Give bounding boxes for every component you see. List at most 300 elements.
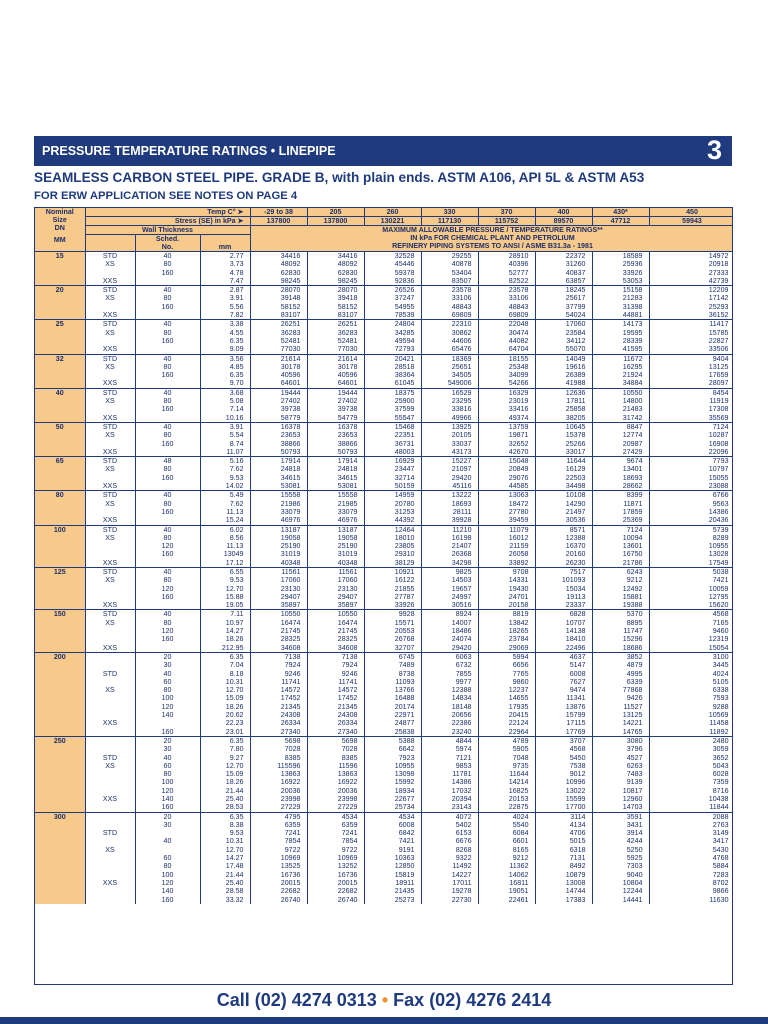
table-row — [35, 795, 733, 803]
pressure-cell: 9853 — [421, 762, 478, 770]
pressure-cell: 16122 — [364, 576, 421, 584]
pressure-cell: 13028 — [649, 550, 733, 558]
phone-number[interactable]: Call (02) 4274 0313 — [216, 990, 377, 1010]
pressure-cell: 16736 — [250, 871, 307, 879]
temp-value: 400 — [535, 208, 592, 217]
sched-cell: 80 — [135, 260, 200, 268]
pressure-cell: 15558 — [307, 491, 364, 500]
pressure-cell: 15468 — [364, 422, 421, 431]
wall-mm-cell: 25.40 — [200, 795, 250, 803]
pressure-cell: 11892 — [649, 728, 733, 737]
sched-cell — [135, 644, 200, 653]
dn-cell — [35, 846, 85, 854]
pressure-cell: 10797 — [649, 465, 733, 473]
dn-cell — [35, 770, 85, 778]
pressure-cell: 7359 — [649, 778, 733, 786]
pressure-cell: 98245 — [307, 277, 364, 286]
pressure-cell: 48843 — [421, 303, 478, 311]
pressure-cell: 7421 — [364, 837, 421, 845]
pressure-cell: 3149 — [649, 829, 733, 837]
dn-cell: 100 — [35, 525, 85, 534]
class-cell — [85, 887, 135, 895]
pressure-cell: 39928 — [421, 516, 478, 525]
temp-value: -29 to 38 — [250, 208, 307, 217]
pressure-cell: 28662 — [592, 482, 649, 491]
sched-cell: 30 — [135, 821, 200, 829]
pressure-cell: 16378 — [307, 422, 364, 431]
dn-cell — [35, 550, 85, 558]
pressure-cell: 18693 — [592, 474, 649, 482]
wall-mm-cell: 12.70 — [200, 686, 250, 694]
pressure-cell: 21786 — [592, 559, 649, 568]
sched-cell — [135, 719, 200, 727]
pressure-cell: 20158 — [478, 601, 535, 610]
pressure-cell: 20174 — [364, 703, 421, 711]
pressure-cell: 21097 — [421, 465, 478, 473]
sched-cell: 160 — [135, 337, 200, 345]
note-line-1: MAXIMUM ALLOWABLE PRESSURE / TEMPERATURE RATINGS** — [382, 226, 603, 234]
class-cell: STD — [85, 422, 135, 431]
pressure-cell: 22677 — [364, 795, 421, 803]
pressure-cell: 16329 — [478, 388, 535, 397]
pressure-cell: 16529 — [421, 388, 478, 397]
pressure-cell: 3652 — [649, 754, 733, 762]
pressure-cell: 25838 — [364, 728, 421, 737]
pressure-cell: 26768 — [364, 635, 421, 643]
pressure-cell: 33926 — [592, 269, 649, 277]
pressure-cell: 58152 — [307, 303, 364, 311]
pressure-cell: 11871 — [592, 500, 649, 508]
pressure-cell: 8924 — [421, 610, 478, 619]
pressure-cell: 49374 — [478, 414, 535, 423]
pressure-cell: 5250 — [592, 846, 649, 854]
sched-cell: 40 — [135, 525, 200, 534]
pressure-cell: 30536 — [535, 516, 592, 525]
pressure-cell: 20015 — [250, 879, 307, 887]
pressure-cell: 77868 — [592, 686, 649, 694]
pressure-cell: 22372 — [535, 252, 592, 261]
pressure-cell: 9866 — [649, 887, 733, 895]
pressure-cell: 21986 — [250, 500, 307, 508]
wall-mm-cell: 7.62 — [200, 500, 250, 508]
temp-value: 450 — [649, 208, 733, 217]
dn-cell — [35, 379, 85, 388]
table-row — [35, 896, 733, 904]
pressure-cell: 28325 — [307, 635, 364, 643]
pressure-cell: 11844 — [649, 803, 733, 812]
pressure-cell: 20415 — [478, 711, 535, 719]
pressure-cell: 25900 — [364, 397, 421, 405]
pressure-cell: 38866 — [250, 440, 307, 448]
pressure-cell: 6359 — [307, 821, 364, 829]
pressure-cell: 98245 — [250, 277, 307, 286]
pressure-cell: 22310 — [421, 320, 478, 329]
pressure-cell: 20987 — [592, 440, 649, 448]
dn-cell — [35, 260, 85, 268]
pressure-cell: 8847 — [592, 422, 649, 431]
pressure-cell: 21345 — [250, 703, 307, 711]
pressure-cell: 13125 — [592, 711, 649, 719]
document-subtitle: FOR ERW APPLICATION SEE NOTES ON PAGE 4 — [34, 190, 298, 202]
pressure-cell: 12237 — [478, 686, 535, 694]
pressure-cell: 11919 — [649, 397, 733, 405]
pressure-cell: 22682 — [307, 887, 364, 895]
pressure-cell: 11527 — [592, 703, 649, 711]
pressure-cell: 13759 — [478, 422, 535, 431]
pressure-cell: 26740 — [307, 896, 364, 904]
pressure-cell: 17142 — [649, 294, 733, 302]
pressure-cell: 19278 — [421, 887, 478, 895]
pressure-cell: 37799 — [535, 303, 592, 311]
pressure-cell: 26368 — [421, 550, 478, 558]
pressure-cell: 6008 — [364, 821, 421, 829]
sched-cell: 80 — [135, 686, 200, 694]
dn-cell — [35, 448, 85, 457]
pressure-cell: 11781 — [421, 770, 478, 778]
pressure-cell: 6676 — [421, 837, 478, 845]
sched-cell: 120 — [135, 627, 200, 635]
table-row — [35, 601, 733, 610]
dn-cell — [35, 576, 85, 584]
pressure-cell: 29407 — [250, 593, 307, 601]
pressure-cell: 15034 — [535, 585, 592, 593]
dn-cell — [35, 821, 85, 829]
pressure-cell: 14703 — [592, 803, 649, 812]
pressure-cell: 15799 — [535, 711, 592, 719]
class-cell: STD — [85, 525, 135, 534]
pressure-cell: 3059 — [649, 745, 733, 753]
pressure-cell: 21407 — [421, 542, 478, 550]
pressure-cell: 6828 — [535, 610, 592, 619]
stress-value: 117130 — [421, 217, 478, 226]
pressure-cell: 19444 — [307, 388, 364, 397]
pressure-cell: 22730 — [421, 896, 478, 904]
table-row — [35, 719, 733, 727]
table-row — [35, 448, 733, 457]
wall-mm-cell: 8.38 — [200, 821, 250, 829]
pressure-cell: 4024 — [649, 670, 733, 678]
pressure-cell: 13125 — [649, 363, 733, 371]
class-cell — [85, 736, 135, 745]
pressure-cell: 27229 — [250, 803, 307, 812]
pressure-cell: 3417 — [649, 837, 733, 845]
pressure-cell: 83507 — [421, 277, 478, 286]
dn-cell: 125 — [35, 567, 85, 576]
dn-cell — [35, 431, 85, 439]
pressure-cell: 29069 — [478, 644, 535, 653]
pressure-cell: 29420 — [421, 644, 478, 653]
pressure-cell: 17308 — [649, 405, 733, 413]
class-cell — [85, 896, 135, 904]
sched-cell: 160 — [135, 635, 200, 643]
table-row — [35, 260, 733, 268]
dn-cell — [35, 500, 85, 508]
pressure-cell: 34505 — [421, 371, 478, 379]
pressure-cell: 14007 — [421, 619, 478, 627]
pressure-cell: 17914 — [307, 457, 364, 466]
pressure-cell: 7121 — [421, 754, 478, 762]
dn-cell — [35, 854, 85, 862]
pressure-cell: 14331 — [478, 576, 535, 584]
table-row — [35, 803, 733, 812]
dn-cell — [35, 363, 85, 371]
class-cell: XS — [85, 500, 135, 508]
pressure-cell: 13401 — [592, 465, 649, 473]
stress-value: 130221 — [364, 217, 421, 226]
pressure-cell: 19113 — [535, 593, 592, 601]
pressure-cell: 15227 — [421, 457, 478, 466]
pressure-cell: 13187 — [250, 525, 307, 534]
class-cell: XS — [85, 686, 135, 694]
pressure-cell: 23578 — [421, 286, 478, 295]
class-cell — [85, 627, 135, 635]
pressure-cell: 49594 — [364, 337, 421, 345]
pressure-cell: 6745 — [364, 652, 421, 661]
pressure-cell: 21614 — [250, 354, 307, 363]
pressure-cell: 21855 — [364, 585, 421, 593]
pressure-cell: 9212 — [478, 854, 535, 862]
sched-cell — [135, 516, 200, 525]
dn-cell — [35, 465, 85, 473]
table-row — [35, 576, 733, 584]
pressure-cell: 64601 — [250, 379, 307, 388]
sched-cell: 20 — [135, 736, 200, 745]
pressure-cell: 20036 — [250, 787, 307, 795]
table-row — [35, 627, 733, 635]
pressure-cell: 30178 — [307, 363, 364, 371]
pressure-cell: 23019 — [478, 397, 535, 405]
pressure-cell: 14138 — [535, 627, 592, 635]
class-cell — [85, 593, 135, 601]
pressure-cell: 15571 — [364, 619, 421, 627]
pressure-cell: 2480 — [649, 736, 733, 745]
sched-cell: 20 — [135, 652, 200, 661]
table-row — [35, 610, 733, 619]
stress-label: Stress (SE) in kPa ➤ — [85, 217, 250, 226]
pressure-cell: 10550 — [592, 388, 649, 397]
pressure-cell: 6656 — [478, 661, 535, 669]
pressure-cell: 7765 — [478, 670, 535, 678]
wall-mm-cell: 21.44 — [200, 787, 250, 795]
pressure-cell: 10569 — [649, 711, 733, 719]
pressure-cell: 12774 — [592, 431, 649, 439]
wall-mm-cell: 6.35 — [200, 812, 250, 821]
pressure-cell: 25858 — [535, 405, 592, 413]
table-row — [35, 303, 733, 311]
fax-number[interactable]: Fax (02) 4276 2414 — [393, 990, 552, 1010]
pressure-cell: 7303 — [592, 862, 649, 870]
table-row — [35, 294, 733, 302]
pressure-cell: 23584 — [535, 329, 592, 337]
separator-dot: • — [381, 990, 389, 1010]
pressure-cell: 49966 — [421, 414, 478, 423]
pressure-cell: 10438 — [649, 795, 733, 803]
sched-cell: 80 — [135, 534, 200, 542]
pressure-cell: 3431 — [592, 821, 649, 829]
table-row — [35, 500, 733, 508]
pressure-cell: 40596 — [250, 371, 307, 379]
pressure-cell: 19058 — [250, 534, 307, 542]
sched-cell — [135, 448, 200, 457]
pressure-cell: 12850 — [364, 862, 421, 870]
pressure-cell: 22875 — [478, 803, 535, 812]
sched-cell — [135, 277, 200, 286]
pressure-cell: 28325 — [250, 635, 307, 643]
table-row — [35, 829, 733, 837]
pressure-cell: 11210 — [421, 525, 478, 534]
pressure-cell: 25348 — [478, 363, 535, 371]
pressure-cell: 17700 — [535, 803, 592, 812]
class-cell: XS — [85, 576, 135, 584]
pressure-cell: 40396 — [478, 260, 535, 268]
pressure-cell: 20849 — [478, 465, 535, 473]
pressure-cell: 9012 — [535, 770, 592, 778]
dn-cell — [35, 627, 85, 635]
pressure-cell: 63857 — [535, 277, 592, 286]
dn-cell: 15 — [35, 252, 85, 261]
table-row — [35, 508, 733, 516]
pressure-cell: 6318 — [535, 846, 592, 854]
pressure-cell: 26740 — [250, 896, 307, 904]
sched-cell: 80 — [135, 465, 200, 473]
class-cell: XS — [85, 329, 135, 337]
ratings-table — [35, 208, 733, 904]
pressure-cell: 11362 — [478, 862, 535, 870]
table-row — [35, 879, 733, 887]
wall-mm-cell: 9.53 — [200, 829, 250, 837]
pressure-cell: 46976 — [250, 516, 307, 525]
pressure-cell: 61045 — [364, 379, 421, 388]
pressure-cell: 33106 — [478, 294, 535, 302]
class-cell — [85, 862, 135, 870]
class-cell: STD — [85, 388, 135, 397]
pressure-cell: 5884 — [649, 862, 733, 870]
pressure-cell: 29076 — [478, 474, 535, 482]
wall-mm-cell: 15.88 — [200, 593, 250, 601]
pressure-cell: 25266 — [535, 440, 592, 448]
class-cell: XS — [85, 465, 135, 473]
pressure-cell: 52481 — [307, 337, 364, 345]
pressure-cell: 7028 — [250, 745, 307, 753]
bottom-bar — [0, 1017, 768, 1024]
pressure-cell: 17859 — [592, 508, 649, 516]
sched-cell: 100 — [135, 694, 200, 702]
dn-cell — [35, 601, 85, 610]
note-line-3: REFINERY PIPING SYSTEMS TO ANSI / ASME B31.3a - 1981 — [392, 242, 593, 250]
pressure-cell: 32652 — [478, 440, 535, 448]
ratings-body — [35, 252, 733, 904]
pressure-cell: 23998 — [307, 795, 364, 803]
pressure-cell: 16474 — [250, 619, 307, 627]
pressure-cell: 6842 — [364, 829, 421, 837]
class-cell — [85, 803, 135, 812]
class-cell: XXS — [85, 345, 135, 354]
table-row — [35, 329, 733, 337]
pressure-cell: 18934 — [364, 787, 421, 795]
sched-cell: 80 — [135, 294, 200, 302]
pressure-cell: 10969 — [307, 854, 364, 862]
pressure-cell: 16736 — [307, 871, 364, 879]
pressure-cell: 16129 — [535, 465, 592, 473]
pressure-cell: 8289 — [649, 534, 733, 542]
table-row — [35, 652, 733, 661]
sched-cell — [135, 414, 200, 423]
wall-mm-cell: 18.26 — [200, 635, 250, 643]
sched-cell: 40 — [135, 354, 200, 363]
contact-footer — [0, 990, 768, 1011]
pressure-cell: 21497 — [535, 508, 592, 516]
pressure-cell: 77030 — [307, 345, 364, 354]
wall-mm-cell: 6.02 — [200, 525, 250, 534]
class-cell — [85, 440, 135, 448]
pressure-cell: 13187 — [307, 525, 364, 534]
mm-header: mm — [200, 235, 250, 252]
table-row — [35, 559, 733, 568]
pressure-cell: 22682 — [250, 887, 307, 895]
wall-mm-cell: 7.82 — [200, 311, 250, 320]
pressure-cell: 23653 — [250, 431, 307, 439]
pressure-cell: 17769 — [535, 728, 592, 737]
pressure-cell: 7793 — [649, 457, 733, 466]
pressure-cell: 7489 — [364, 661, 421, 669]
pressure-cell: 27340 — [307, 728, 364, 737]
pressure-cell: 10287 — [649, 431, 733, 439]
pressure-cell: 23295 — [421, 397, 478, 405]
pressure-cell: 18369 — [421, 354, 478, 363]
sched-cell: 30 — [135, 661, 200, 669]
pressure-cell: 48092 — [307, 260, 364, 268]
wall-mm-cell: 4.85 — [200, 363, 250, 371]
pressure-cell: 48843 — [478, 303, 535, 311]
pressure-cell: 13766 — [364, 686, 421, 694]
pressure-cell: 29310 — [364, 550, 421, 558]
pressure-cell: 7138 — [250, 652, 307, 661]
class-cell: XXS — [85, 379, 135, 388]
pressure-cell: 31019 — [307, 550, 364, 558]
pressure-cell: 35897 — [307, 601, 364, 610]
table-row — [35, 711, 733, 719]
pressure-cell: 4134 — [535, 821, 592, 829]
pressure-cell: 5974 — [421, 745, 478, 753]
pressure-cell: 10550 — [307, 610, 364, 619]
pressure-cell: 3445 — [649, 661, 733, 669]
pressure-cell: 21745 — [307, 627, 364, 635]
sched-cell: 80 — [135, 619, 200, 627]
pressure-cell: 19595 — [592, 329, 649, 337]
pressure-cell: 19058 — [307, 534, 364, 542]
pressure-cell: 9722 — [250, 846, 307, 854]
pressure-cell: 20153 — [478, 795, 535, 803]
dn-cell — [35, 559, 85, 568]
pressure-cell: 22503 — [535, 474, 592, 482]
pressure-cell: 7924 — [250, 661, 307, 669]
pressure-cell: 5370 — [592, 610, 649, 619]
sched-cell: 60 — [135, 678, 200, 686]
pressure-cell: 32707 — [364, 644, 421, 653]
pressure-cell: 8165 — [478, 846, 535, 854]
sched-cell — [135, 482, 200, 491]
sched-cell: 40 — [135, 567, 200, 576]
pressure-cell: 15992 — [364, 778, 421, 786]
pressure-cell: 11079 — [478, 525, 535, 534]
table-row — [35, 286, 733, 295]
wall-mm-cell: 15.09 — [200, 694, 250, 702]
pressure-cell: 5015 — [535, 837, 592, 845]
dn-cell — [35, 803, 85, 812]
pressure-cell: 58152 — [250, 303, 307, 311]
pressure-cell: 10969 — [250, 854, 307, 862]
pressure-cell: 8819 — [478, 610, 535, 619]
